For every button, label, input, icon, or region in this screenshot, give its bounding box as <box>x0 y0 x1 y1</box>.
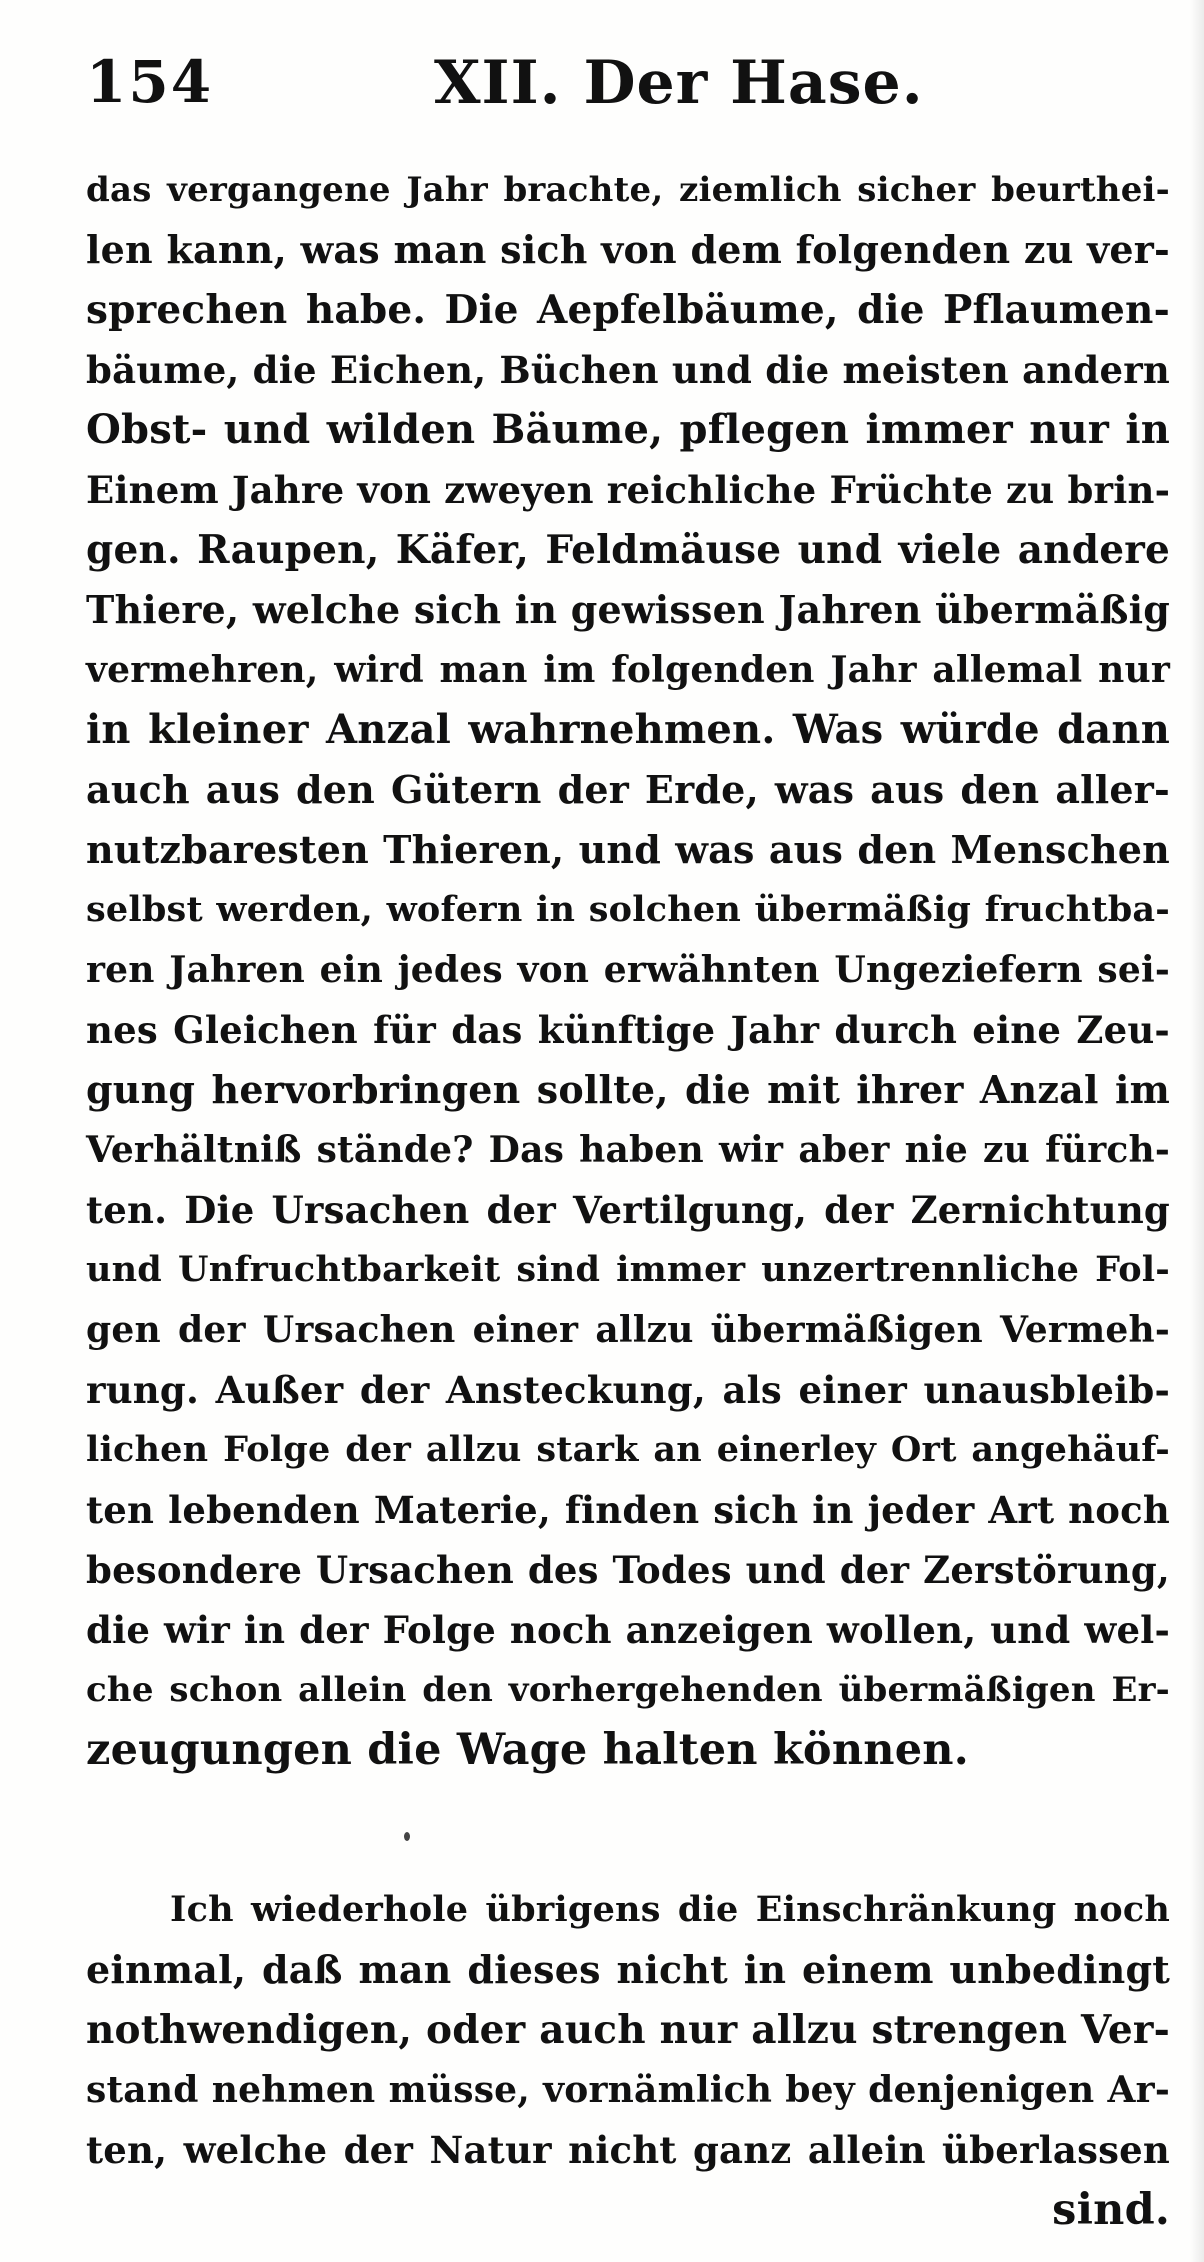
ink-speck <box>404 1832 410 1841</box>
text-line: ren Jahren ein jedes von erwähnten Ungeziefern sei- <box>86 949 1170 991</box>
text-line: lichen Folge der allzu stark an einerley Ort angehäuf- <box>86 1429 1170 1470</box>
text-line: Thiere, welche sich in gewissen Jahren übermäßig <box>86 587 1170 632</box>
text-line: gen der Ursachen einer allzu übermäßigen Vermeh- <box>86 1309 1170 1351</box>
text-line: gung hervorbringen sollte, die mit ihrer Anzal im <box>86 1067 1170 1112</box>
text-line: einmal, daß man dieses nicht in einem unbedingt <box>86 1947 1170 1992</box>
text-line: in kleiner Anzal wahrnehmen. Was würde dann <box>86 706 1170 753</box>
text-line: Ich wiederhole übrigens die Einschränkung noch <box>170 1889 1170 1930</box>
running-head: XII. Der Hase. <box>434 48 924 118</box>
text-line: Einem Jahre von zweyen reichliche Früchte zu brin- <box>86 468 1171 512</box>
text-line: ten, welche der Natur nicht ganz allein überlassen <box>86 2128 1170 2172</box>
page-edge-shadow <box>1190 0 1204 2262</box>
text-line: besondere Ursachen des Todes und der Zerstörung, <box>86 1548 1170 1592</box>
text-line: auch aus den Gütern der Erde, was aus den aller- <box>86 767 1170 812</box>
text-line: rung. Außer der Ansteckung, als einer unausbleib- <box>86 1368 1170 1412</box>
text-line: und Unfruchtbarkeit sind immer unzertrennliche Fol- <box>86 1249 1170 1290</box>
text-line: die wir in der Folge noch anzeigen wollen, und wel- <box>86 1608 1170 1652</box>
text-line: bäume, die Eichen, Büchen und die meisten andern <box>86 348 1170 392</box>
text-line: Verhältniß stände? Das haben wir aber nie zu fürch- <box>86 1129 1170 1171</box>
text-line: stand nehmen müsse, vornämlich bey denjenigen Ar- <box>86 2069 1170 2111</box>
text-line: nes Gleichen für das künftige Jahr durch eine Zeu- <box>86 1008 1170 1052</box>
page-number: 154 <box>86 48 214 116</box>
text-line: len kann, was man sich von dem folgenden zu ver- <box>86 227 1170 272</box>
text-line: ten. Die Ursachen der Vertilgung, der Zernichtung <box>86 1188 1170 1232</box>
text-line: sprechen habe. Die Aepfelbäume, die Pflaumen- <box>86 287 1170 333</box>
text-line: nutzbaresten Thieren, und was aus den Menschen <box>86 827 1170 872</box>
text-line: sind. <box>1052 2185 1170 2235</box>
text-line: vermehren, wird man im folgenden Jahr allemal nur <box>86 649 1170 691</box>
page-header <box>86 48 1144 138</box>
text-line: selbst werden, wofern in solchen übermäßig fruchtba- <box>86 889 1170 930</box>
text-line: ten lebenden Materie, finden sich in jeder Art noch <box>86 1488 1170 1532</box>
text-line: Obst- und wilden Bäume, pflegen immer nur in <box>86 406 1170 453</box>
text-line: che schon allein den vorhergehenden übermäßigen Er- <box>86 1670 1170 1710</box>
text-line: zeugungen die Wage halten können. <box>86 1725 969 1775</box>
text-line: gen. Raupen, Käfer, Feldmäuse und viele andere <box>86 527 1170 573</box>
text-line: das vergangene Jahr brachte, ziemlich sicher beurthei- <box>86 170 1170 210</box>
text-line: nothwendigen, oder auch nur allzu strengen Ver- <box>86 2007 1170 2053</box>
